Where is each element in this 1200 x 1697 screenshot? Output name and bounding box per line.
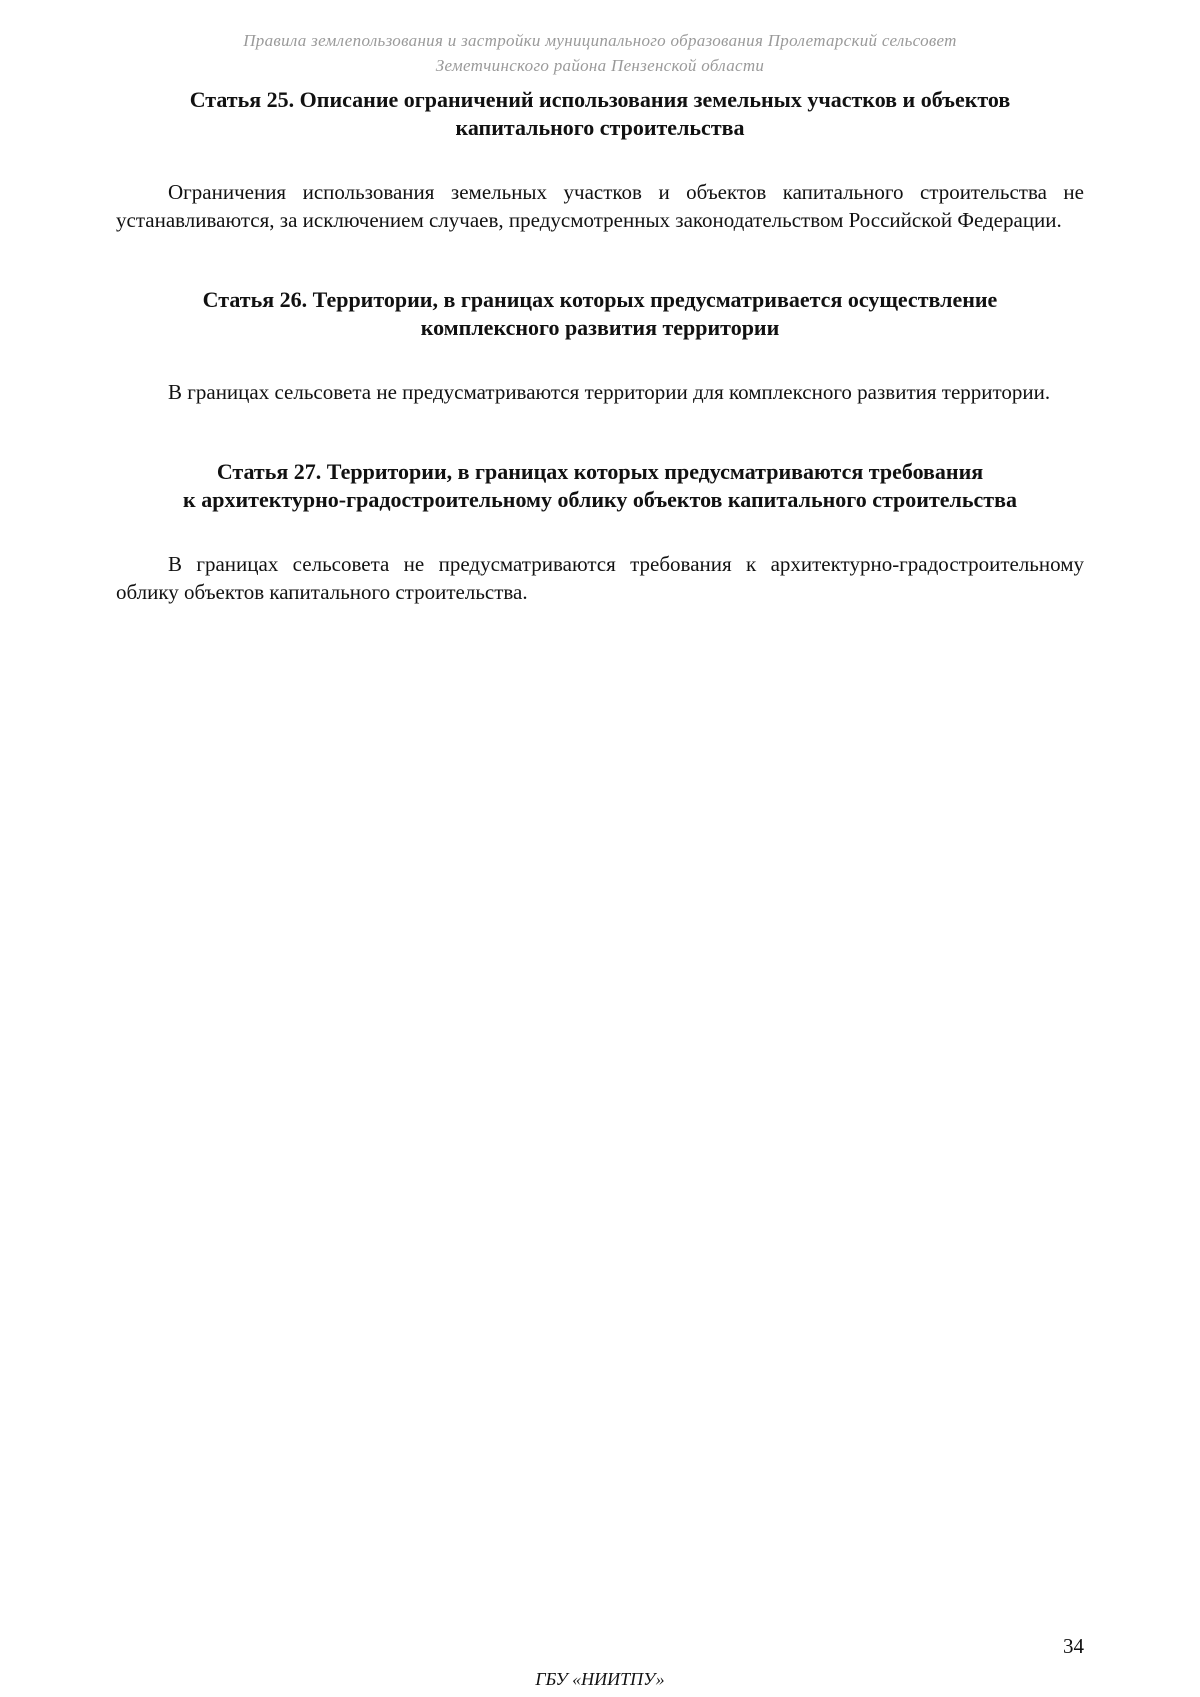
- article-25: [116, 86, 1084, 234]
- running-header: [0, 28, 1200, 78]
- article-27-heading-line-1: Статья 27. Территории, в границах которых предусматриваются требования: [216, 459, 984, 484]
- article-27-body: В границах сельсовета не предусматриваются требования к архитектурно-градостроительному облику объектов капитального строительства.: [116, 552, 1084, 604]
- article-25-heading-line-2: капитального строительства: [455, 115, 745, 140]
- running-header-line-2: Земетчинского района Пензенской области: [435, 56, 765, 75]
- footer-organization: ГБУ «НИИТПУ»: [535, 1669, 665, 1689]
- running-header-line-1: Правила землепользования и застройки муниципального образования Пролетарский сельсовет: [243, 31, 957, 50]
- article-26-heading-line-2: комплексного развития территории: [420, 315, 780, 340]
- article-25-heading: [116, 86, 1084, 142]
- article-27-heading: [116, 458, 1084, 514]
- article-26-body: В границах сельсовета не предусматриваются территории для комплексного развития территории.: [168, 380, 1051, 404]
- article-25-heading-line-1: Статья 25. Описание ограничений использования земельных участков и объектов: [189, 87, 1011, 112]
- article-27-heading-line-2: к архитектурно-градостроительному облику объектов капитального строительства: [183, 487, 1017, 512]
- article-27: [116, 458, 1084, 606]
- article-25-body: Ограничения использования земельных участков и объектов капитального строительства не устанавливаются, за исключением случаев, предусмотренных законодательством Российской Федерации.: [116, 180, 1084, 232]
- article-26-heading: [116, 286, 1084, 342]
- page-number: 34: [1063, 1634, 1084, 1658]
- article-26-heading-line-1: Статья 26. Территории, в границах которых предусматривается осуществление: [202, 287, 998, 312]
- article-26: [116, 286, 1084, 406]
- document-content: [116, 86, 1084, 606]
